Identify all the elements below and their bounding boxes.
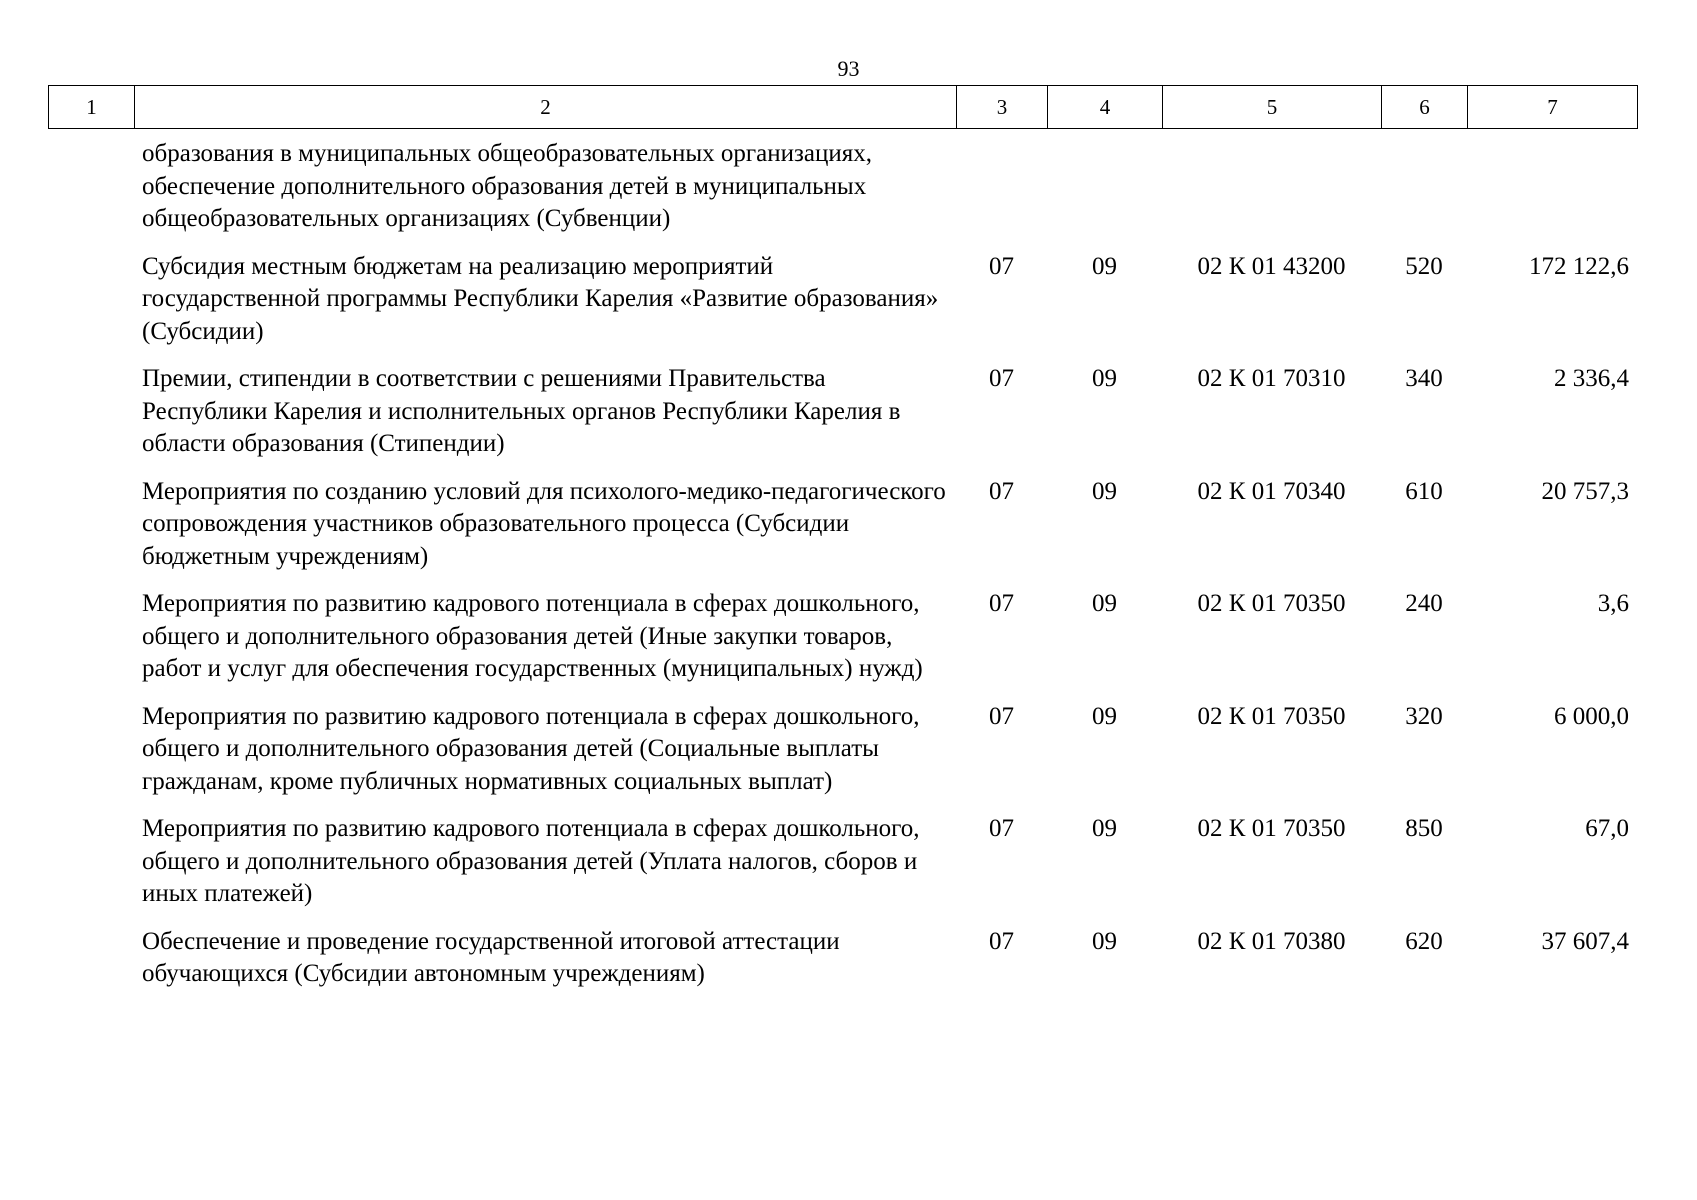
- row-expense-type: 610: [1405, 477, 1443, 505]
- row-subsection: 09: [1092, 477, 1117, 505]
- row-target-article: 02 К 01 70340: [1197, 477, 1346, 505]
- column-header-1: 1: [49, 86, 135, 129]
- table-row: [48, 476, 1637, 574]
- row-description: Мероприятия по созданию условий для психолого-медико-педагогического сопровождения участников образовательного процесса (Субсидии бюджетным учреждениям): [142, 477, 946, 570]
- row-subsection: 09: [1092, 252, 1117, 280]
- column-header-7: 7: [1468, 86, 1638, 129]
- row-target-article: 02 К 01 70350: [1197, 702, 1346, 730]
- row-amount: 2 336,4: [1554, 365, 1629, 392]
- row-description: Мероприятия по развитию кадрового потенциала в сферах дошкольного, общего и дополнительного образования детей (Уплата налогов, сборов и иных платежей): [142, 815, 920, 907]
- column-header-6: 6: [1382, 86, 1468, 129]
- row-subsection: 09: [1092, 590, 1117, 617]
- row-section: 07: [989, 702, 1014, 730]
- row-section: 07: [989, 365, 1014, 392]
- row-expense-type: 240: [1405, 590, 1443, 617]
- row-target-article: 02 К 01 70350: [1197, 590, 1346, 617]
- row-subsection: 09: [1092, 702, 1117, 730]
- table-row: [48, 251, 1637, 349]
- row-description: образования в муниципальных общеобразовательных организациях, обеспечение дополнительного образования детей в муниципальных общеобразовательных организациях (Субвенции): [142, 140, 872, 232]
- row-amount: 37 607,4: [1541, 927, 1629, 955]
- row-expense-type: 850: [1405, 815, 1443, 842]
- row-expense-type: 620: [1405, 927, 1443, 955]
- row-section: 07: [989, 590, 1014, 617]
- page-number: 93: [837, 56, 860, 81]
- column-header-4: 4: [1048, 86, 1163, 129]
- row-target-article: 02 К 01 70310: [1197, 365, 1346, 392]
- table-row: [48, 363, 1637, 461]
- row-target-article: 02 К 01 70380: [1197, 927, 1346, 955]
- table-row: [48, 588, 1637, 686]
- row-amount: 6 000,0: [1554, 702, 1629, 730]
- row-description: Субсидия местным бюджетам на реализацию мероприятий государственной программы Республики Карелия «Развитие образования» (Субсидии): [142, 252, 939, 345]
- row-target-article: 02 К 01 70350: [1197, 815, 1346, 842]
- row-section: 07: [989, 252, 1014, 280]
- row-description: Обеспечение и проведение государственной итоговой аттестации обучающихся (Субсидии автономным учреждениям): [142, 927, 840, 987]
- row-expense-type: 320: [1405, 702, 1443, 730]
- table-row: [48, 813, 1637, 911]
- row-section: 07: [989, 477, 1014, 505]
- row-subsection: 09: [1092, 365, 1117, 392]
- column-header-3: 3: [957, 86, 1048, 129]
- row-amount: 3,6: [1597, 590, 1629, 617]
- row-subsection: 09: [1092, 927, 1117, 955]
- table-row: [48, 701, 1637, 799]
- row-description: Мероприятия по развитию кадрового потенциала в сферах дошкольного, общего и дополнительного образования детей (Иные закупки товаров, работ и услуг для обеспечения государственных (муниципальных) нужд): [142, 590, 923, 682]
- row-target-article: 02 К 01 43200: [1197, 252, 1346, 280]
- budget-rows: [48, 138, 1637, 1006]
- row-subsection: 09: [1092, 815, 1117, 842]
- column-header-5: 5: [1163, 86, 1382, 129]
- row-description: Премии, стипендии в соответствии с решениями Правительства Республики Карелия и исполнительных органов Республики Карелия в области образования (Стипендии): [142, 365, 901, 457]
- column-header-table: [48, 85, 1638, 129]
- row-section: 07: [989, 815, 1014, 842]
- row-description: Мероприятия по развитию кадрового потенциала в сферах дошкольного, общего и дополнительного образования детей (Социальные выплаты гражданам, кроме публичных нормативных социальных выплат): [142, 702, 920, 795]
- table-row: [48, 926, 1637, 991]
- row-section: 07: [989, 927, 1014, 955]
- row-amount: 67,0: [1585, 815, 1629, 842]
- column-header-row: [49, 86, 1638, 129]
- column-header-2: 2: [135, 86, 957, 129]
- table-row: [48, 138, 1637, 236]
- row-expense-type: 520: [1405, 252, 1443, 280]
- row-expense-type: 340: [1405, 365, 1443, 392]
- row-amount: 172 122,6: [1529, 252, 1629, 280]
- row-amount: 20 757,3: [1541, 477, 1629, 505]
